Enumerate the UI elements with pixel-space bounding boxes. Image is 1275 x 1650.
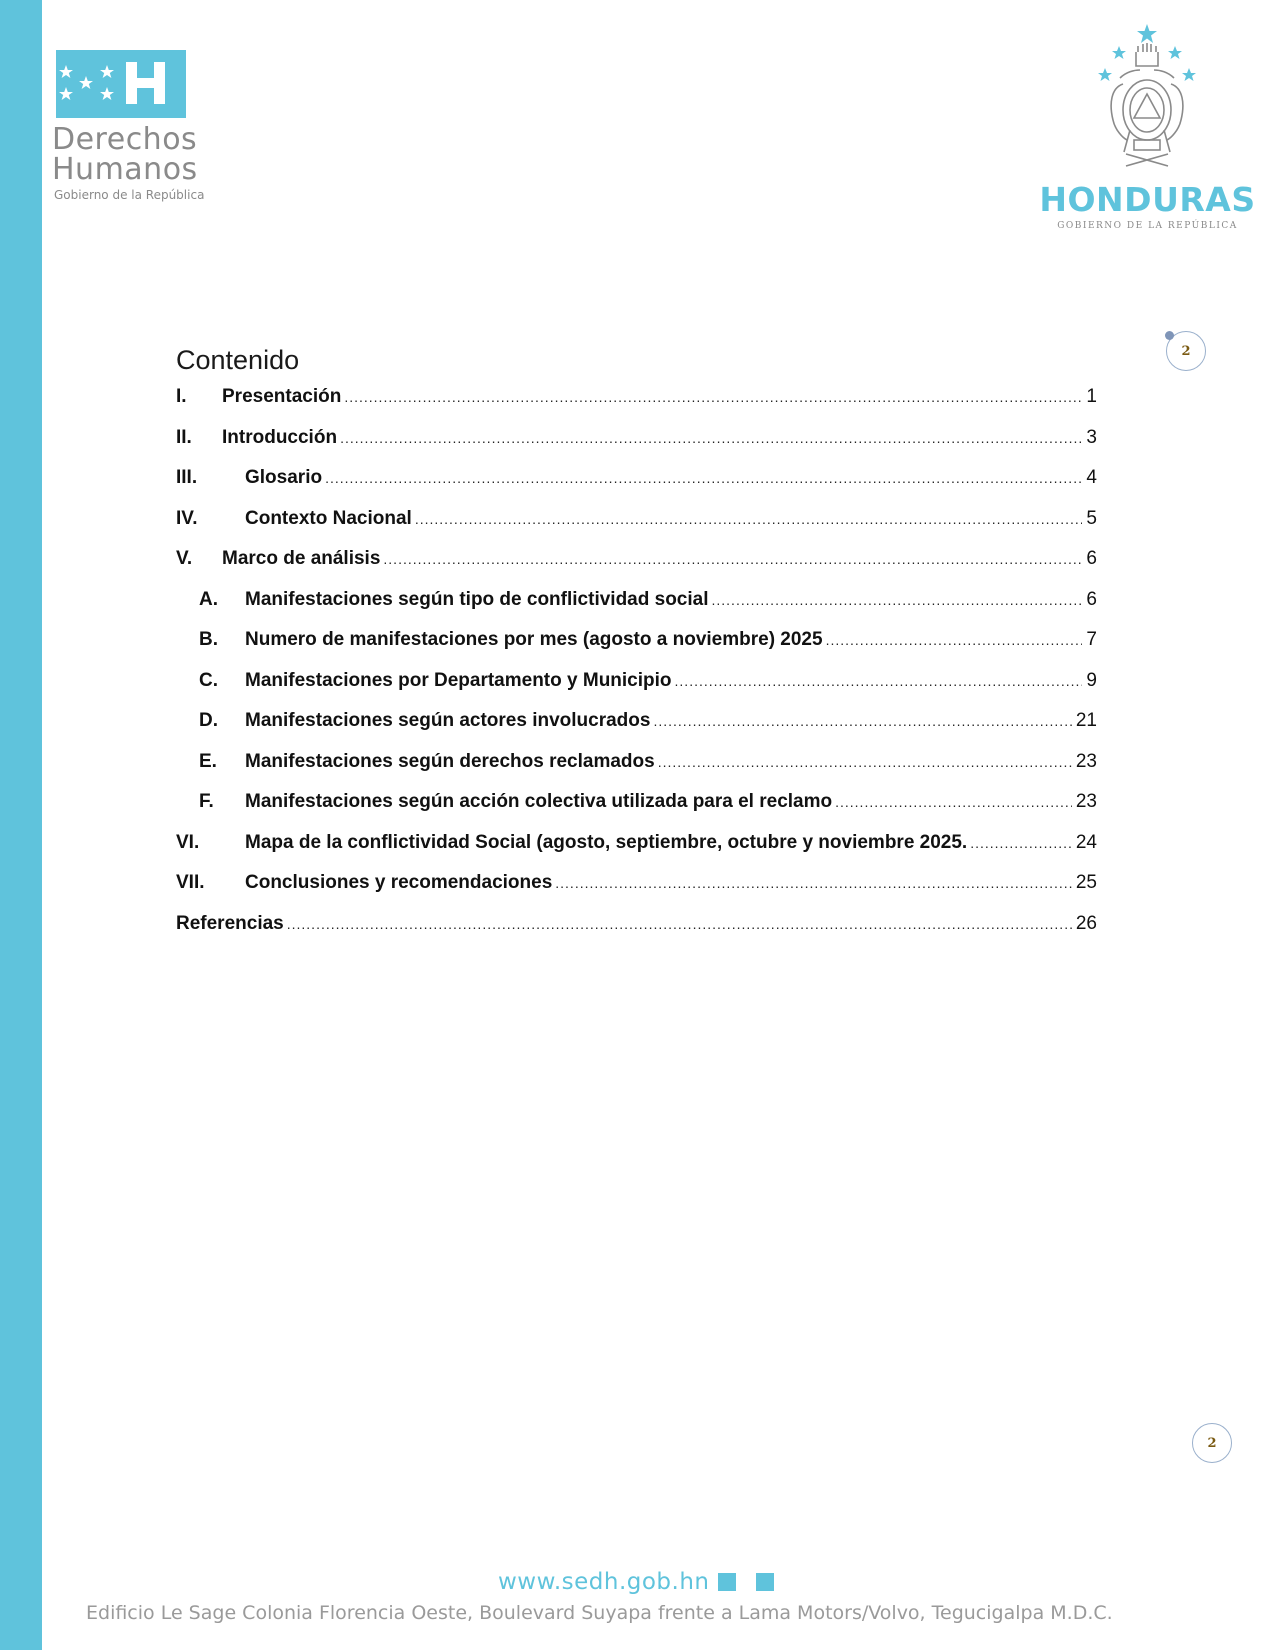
toc-leader-dots bbox=[287, 916, 1072, 932]
toc-entry[interactable] bbox=[176, 427, 1097, 453]
toc-entry-label: Introducción bbox=[222, 426, 338, 448]
toc-entry-label: Presentación bbox=[222, 386, 342, 407]
toc-entry-number: V. bbox=[176, 548, 193, 569]
toc-entry-page: 25 bbox=[1075, 872, 1097, 893]
toc-entry-number: B. bbox=[199, 629, 218, 650]
toc-entry[interactable] bbox=[176, 386, 1097, 412]
toc-leader-dots bbox=[340, 430, 1082, 446]
square-icon bbox=[718, 1573, 736, 1591]
badge-dot-icon bbox=[1165, 331, 1174, 340]
toc-entry[interactable] bbox=[176, 791, 1097, 817]
toc-entry-label: Manifestaciones según actores involucrados bbox=[245, 710, 651, 731]
honduras-government-logo bbox=[1035, 22, 1260, 232]
toc-entry[interactable] bbox=[176, 670, 1097, 696]
toc-leader-dots bbox=[344, 389, 1082, 405]
toc-entry-label: Mapa de la conflictividad Social (agosto, septiembre, octubre y noviembre 2025. bbox=[245, 831, 968, 853]
page-number: 2 bbox=[1181, 343, 1191, 359]
toc-entry-page: 23 bbox=[1075, 791, 1097, 812]
toc-leader-dots bbox=[970, 835, 1072, 851]
toc-leader-dots bbox=[653, 713, 1071, 729]
toc-entry[interactable] bbox=[176, 751, 1097, 777]
toc-entry[interactable] bbox=[176, 467, 1097, 493]
toc-entry-label: Manifestaciones por Departamento y Municipio bbox=[245, 669, 672, 691]
toc-entry-number: IV. bbox=[176, 507, 198, 529]
toc-leader-dots bbox=[325, 470, 1082, 486]
page-number-badge-footer bbox=[1192, 1423, 1232, 1463]
page-number-badge bbox=[1166, 331, 1206, 371]
square-icon bbox=[756, 1573, 774, 1591]
toc-leader-dots bbox=[712, 592, 1083, 608]
toc-entry-label: Glosario bbox=[245, 467, 323, 488]
toc-entry-page: 6 bbox=[1086, 588, 1097, 610]
logo-text-humanos: Humanos bbox=[52, 152, 198, 187]
toc-entry-number: VII. bbox=[176, 872, 205, 893]
toc-title: Contenido bbox=[176, 345, 300, 375]
side-accent-bar bbox=[0, 0, 42, 1650]
toc-entry[interactable] bbox=[176, 832, 1097, 858]
footer-address: Edificio Le Sage Colonia Florencia Oeste, Boulevard Suyapa frente a Lama Motors/Volvo, Tegucigalpa M.D.C. bbox=[86, 1602, 1113, 1624]
derechos-humanos-logo bbox=[52, 50, 246, 210]
toc-entry-page: 1 bbox=[1086, 386, 1097, 407]
toc-entry[interactable] bbox=[176, 872, 1097, 898]
toc-entry-page: 24 bbox=[1075, 831, 1097, 853]
coat-of-arms-icon bbox=[1090, 22, 1205, 172]
toc-entry-page: 5 bbox=[1086, 507, 1097, 529]
flag-stars-icon bbox=[56, 50, 186, 118]
footer-url-text[interactable]: www.sedh.gob.hn bbox=[498, 1569, 710, 1595]
toc-entry[interactable] bbox=[176, 589, 1097, 615]
toc-entry-number: VI. bbox=[176, 831, 200, 853]
toc-entry-number: A. bbox=[199, 588, 218, 610]
honduras-wordmark: HONDURAS bbox=[1039, 180, 1256, 219]
toc-entry[interactable] bbox=[176, 508, 1097, 534]
toc-entry-page: 3 bbox=[1086, 426, 1097, 448]
toc-leader-dots bbox=[826, 632, 1083, 648]
toc-entry-number: D. bbox=[199, 710, 218, 731]
toc-entry[interactable] bbox=[176, 913, 1097, 939]
toc-entry-label: Numero de manifestaciones por mes (agosto a noviembre) 2025 bbox=[245, 629, 823, 650]
toc-entry[interactable] bbox=[176, 548, 1097, 574]
toc-entry[interactable] bbox=[176, 710, 1097, 736]
toc-entry-number: C. bbox=[199, 669, 218, 691]
toc-entry-page: 23 bbox=[1075, 750, 1097, 772]
footer-website[interactable] bbox=[498, 1569, 774, 1595]
toc-entry-page: 4 bbox=[1086, 467, 1097, 488]
toc-entry-page: 26 bbox=[1075, 912, 1097, 934]
logo-text-gobierno: Gobierno de la República bbox=[54, 188, 205, 202]
toc-entry-label: Contexto Nacional bbox=[245, 507, 412, 529]
toc-entry-label: Manifestaciones según derechos reclamados bbox=[245, 750, 655, 772]
toc-entry-number: F. bbox=[199, 791, 214, 812]
toc-entry-page: 9 bbox=[1086, 669, 1097, 691]
toc-leader-dots bbox=[835, 794, 1072, 810]
toc-entry-number: I. bbox=[176, 386, 187, 407]
toc-entry-label: Manifestaciones según tipo de conflictividad social bbox=[245, 588, 709, 610]
toc-entry-page: 6 bbox=[1086, 548, 1097, 569]
logo-text-derechos: Derechos bbox=[52, 122, 198, 157]
toc-entry-number: III. bbox=[176, 467, 198, 488]
toc-leader-dots bbox=[415, 511, 1083, 527]
toc-entry-label: Conclusiones y recomendaciones bbox=[245, 872, 553, 893]
toc-leader-dots bbox=[555, 875, 1072, 891]
toc-entry[interactable] bbox=[176, 629, 1097, 655]
toc-leader-dots bbox=[383, 551, 1082, 567]
logo-flag-box bbox=[56, 50, 186, 118]
gobierno-republica-text: GOBIERNO DE LA REPÚBLICA bbox=[1057, 221, 1238, 231]
toc-entry-label: Marco de análisis bbox=[222, 548, 381, 569]
toc-entry-page: 7 bbox=[1086, 629, 1097, 650]
toc-entry-page: 21 bbox=[1075, 710, 1097, 731]
toc-entry-number: II. bbox=[176, 426, 192, 448]
toc-entry-label: Referencias bbox=[176, 912, 284, 934]
toc-leader-dots bbox=[675, 673, 1083, 689]
toc-leader-dots bbox=[658, 754, 1072, 770]
toc-entry-number: E. bbox=[199, 750, 217, 772]
page-number: 2 bbox=[1207, 1435, 1217, 1451]
toc-entry-label: Manifestaciones según acción colectiva utilizada para el reclamo bbox=[245, 791, 833, 812]
